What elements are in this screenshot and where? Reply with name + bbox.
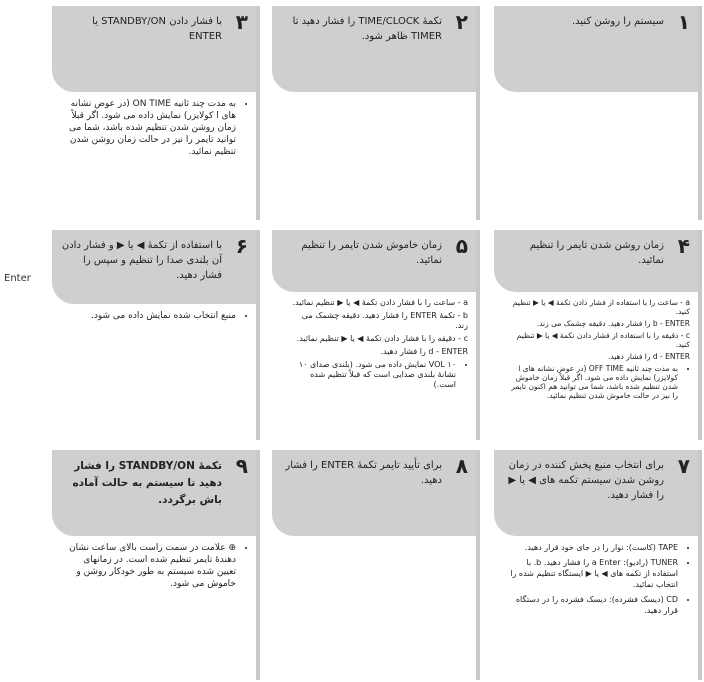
- side-label: Enter: [4, 273, 31, 284]
- step-panel-9: [52, 450, 260, 680]
- step-panel-2: [272, 6, 480, 220]
- step-substep: d - ENTER را فشار دهید.: [380, 347, 468, 356]
- step-note: • TAPE (کاست): نوار را در جای خود قرار دهید.: [510, 542, 678, 553]
- step-note: • به مدت چند ثانیه ON TIME (در عوض نشانه های ا کولایزر) نمایش داده می شود. اگر قبلاً زمان روشن شدن تنظیم شده باشد، شما می توانید تایمر را نیز در حالت زمان روشن شدن تنظیم نمائید.: [68, 98, 236, 158]
- step-number: ٢: [455, 10, 468, 34]
- step-number: ٧: [677, 454, 690, 478]
- step-header: [494, 450, 698, 536]
- step-panel-1: [494, 6, 702, 220]
- step-substep: b - تکمهٔ ENTER را فشار دهید. دقیقه چشمک می زند.: [301, 311, 468, 330]
- step-note: • به مدت چند ثانیه OFF TIME (در عوض نشانه های ا کولایزر) نمایش داده می شود. اگر قبلاً زمان خاموش شدن تنظیم شده باشد، شما می توانید هم اکنون تایمر را نیز در حالت خاموش شدن تنظیم نمائید.: [510, 364, 678, 400]
- step-panel-7: [494, 450, 702, 680]
- step-header: [272, 6, 476, 92]
- step-header: [52, 450, 256, 536]
- step-number: ۵: [455, 234, 468, 258]
- step-title: با استفاده از تکمهٔ ◀ یا ▶ و فشار دادن آن بلندی صدا را تنظیم و سپس را فشار دهید.: [61, 240, 222, 281]
- step-title: تکمهٔ TIME/CLOCK را فشار دهید تا TIMER ظاهر شود.: [292, 16, 442, 42]
- step-number: ۶: [235, 234, 248, 258]
- step-header: [272, 450, 476, 536]
- step-header: [494, 230, 698, 292]
- step-substep: d - ENTER را فشار دهید.: [607, 352, 690, 361]
- step-header: [52, 6, 256, 92]
- step-substep: c - دقیقه را با فشار دادن تکمهٔ ◀ یا ▶ تنظیم نمائید.: [296, 334, 468, 343]
- step-note: • منبع انتخاب شده نمایش داده می شود.: [68, 310, 236, 322]
- step-note: • VOL ۱۰ نمایش داده می شود. (بلندی صدای ۱۰ نشانهٔ بلندی صدایی است که قبلاً تنظیم شده است.): [288, 360, 456, 390]
- step-panel-4: [494, 230, 702, 440]
- step-header: [272, 230, 476, 292]
- step-title: زمان خاموش شدن تایمر را تنظیم نمائید.: [301, 240, 442, 266]
- step-panel-3: [52, 6, 260, 220]
- step-number: ٩: [235, 454, 248, 478]
- step-title: با فشار دادن STANDBY/ON یا ENTER: [92, 16, 222, 42]
- step-title: برای انتخاب منبع پخش کننده در زمان روشن شدن سیستم تکمه های ◀ یا ▶ را فشار دهید.: [508, 460, 664, 501]
- step-number: ۴: [677, 234, 690, 258]
- step-header: [52, 230, 256, 304]
- step-title: زمان روشن شدن تایمر را تنظیم نمائید.: [529, 240, 664, 266]
- step-substep: c - دقیقه را با استفاده از فشار دادن تکمهٔ ◀ یا ▶ تنظیم کنید.: [516, 331, 690, 349]
- step-note: • CD (دیسک فشرده): دیسک فشرده را در دستگاه قرار دهید.: [510, 594, 678, 616]
- step-note: • ⊕ علامت در سمت راست بالای ساعت نشان دهندهٔ تایمر تنظیم شده است. در زمانهای تعیین شده سیستم به طور خودکار روشن و خاموش می شود.: [68, 542, 236, 590]
- step-number: ٨: [455, 454, 468, 478]
- step-number: ٣: [235, 10, 248, 34]
- step-substep: b - ENTER را فشار دهید. دقیقه چشمک می زند.: [536, 319, 690, 328]
- step-panel-8: [272, 450, 480, 680]
- step-note: • TUNER (رادیو): a Enter را فشار دهید. b. با استفاده از تکمه های ◀ یا ▶ ایستگاه تنظیم شده را انتخاب نمائید.: [510, 557, 678, 590]
- step-number: ١: [677, 10, 690, 34]
- step-title: تکمهٔ STANDBY/ON را فشار دهید تا سیستم به حالت آماده باش برگردد.: [72, 460, 222, 506]
- step-substep: a - ساعت را با استفاده از فشار دادن تکمهٔ ◀ یا ▶ تنظیم کنید.: [512, 298, 690, 316]
- step-header: [494, 6, 698, 92]
- step-panel-5: [272, 230, 480, 440]
- step-title: سیستم را روشن کنید.: [571, 16, 664, 27]
- step-title: برای تأیید تایمر تکمهٔ ENTER را فشار دهید.: [285, 460, 442, 486]
- step-panel-6: [52, 230, 260, 440]
- step-substep: a - ساعت را با فشار دادن تکمهٔ ◀ یا ▶ تنظیم نمائید.: [292, 298, 468, 307]
